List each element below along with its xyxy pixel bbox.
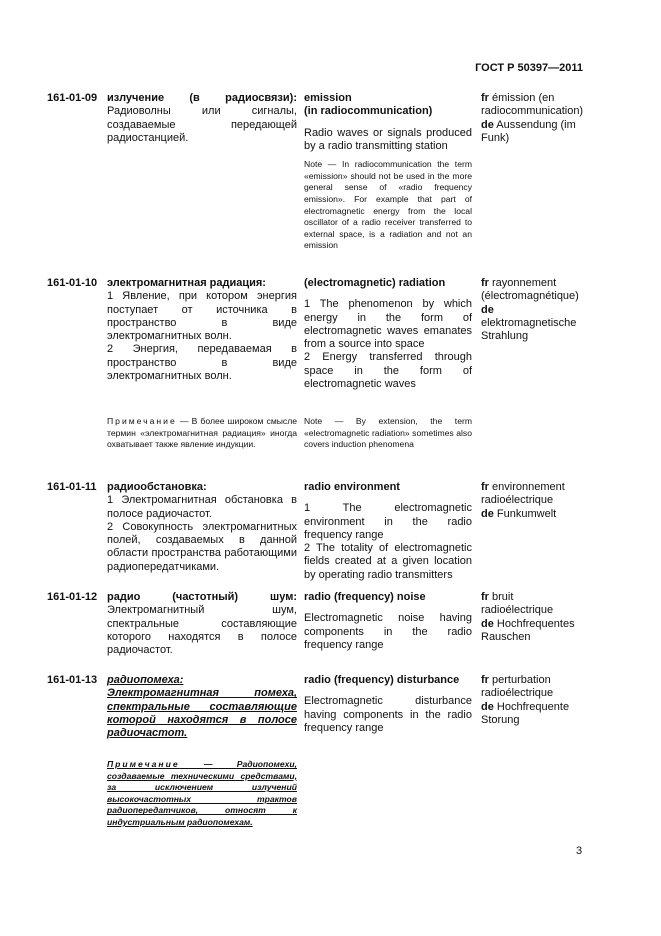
ru-definition: Электромагнитный шум, спектральные составляющие которого находятся в полосе радиочастот.	[107, 604, 297, 657]
ru-definition-2: 2 Совокупность электромагнитных полей, создаваемых в данной области пространства работающими радиопередатчиками.	[107, 520, 297, 573]
fr-equivalent	[481, 674, 586, 701]
de-term: Hochfrequente Storung	[481, 700, 570, 726]
lang-code-fr: fr	[481, 277, 489, 289]
ru-definition: Радиоволны или сигналы, создаваемые передающей радиостанцией.	[107, 105, 297, 144]
en-definition-2: 2 Energy transferred through space in the form of electromagnetic waves	[304, 351, 472, 391]
en-column	[304, 674, 472, 735]
ru-column	[107, 92, 297, 145]
ru-term: радио (частотный) шум:	[107, 591, 297, 603]
en-column	[304, 591, 472, 652]
en-column	[304, 481, 472, 582]
de-equivalent	[481, 701, 586, 728]
de-term: Funkumwelt	[496, 507, 557, 520]
ru-term: электромагнитная радиация:	[107, 277, 266, 289]
en-definition-1: 1 The phenomenon by which energy in the form of electromagnetic waves emanates from a source into space	[304, 298, 472, 351]
entry-number: 161-01-12	[47, 591, 98, 603]
ru-note-text: — Радиопомехи, создаваемые техническими средствами, за исключением излучений высокочастотных трактов радиопередатчиков, относят к индустриальным радиопомехам.	[107, 759, 298, 827]
de-equivalent	[481, 304, 586, 344]
fr-de-column	[481, 674, 586, 727]
ru-note-label: Примечание	[107, 416, 177, 426]
en-term: emission	[304, 92, 352, 104]
fr-term: émission (en radiocommunication)	[481, 92, 584, 118]
page-number: 3	[576, 845, 583, 857]
ru-column	[107, 277, 297, 383]
ru-column	[107, 591, 297, 657]
ru-definition-1: 1 Явление, при котором энергия поступает от источника в пространство в виде электромагнитных волн.	[107, 290, 297, 343]
lang-code-fr: fr	[481, 674, 489, 686]
en-definition-1: 1 The electromagnetic environment in the radio frequency range	[304, 502, 472, 541]
fr-de-column	[481, 277, 586, 343]
de-term: Aussendung (im Funk)	[481, 118, 576, 144]
en-term-qualifier: (in radiocommunication)	[304, 105, 433, 118]
fr-equivalent	[481, 481, 586, 508]
en-term: radio (frequency) disturbance	[304, 674, 460, 686]
en-term: (electromagnetic) radiation	[304, 277, 446, 289]
de-equivalent	[481, 508, 586, 521]
en-column	[304, 277, 472, 391]
en-definition: Radio waves or signals produced by a radio transmitting station	[304, 126, 472, 152]
ru-note	[107, 416, 297, 451]
ru-note-text: — В более широком смысле термин «электромагнитная радиация» иногда охватывает также явление индукции.	[107, 416, 298, 450]
fr-term: rayonnement (électromagnétique)	[481, 277, 579, 303]
en-term: radio (frequency) noise	[304, 591, 426, 603]
de-term: elektromagnetische Strahlung	[481, 316, 577, 343]
fr-de-column	[481, 591, 586, 644]
ru-column	[107, 674, 297, 740]
fr-de-column	[481, 92, 586, 145]
fr-equivalent	[481, 277, 586, 304]
fr-equivalent	[481, 92, 586, 119]
lang-code-de: de	[481, 617, 494, 630]
lang-code-de: de	[481, 507, 494, 520]
en-definition-2: 2 The totality of electromagnetic fields created at a given location by operating radio transmitters	[304, 542, 472, 581]
lang-code-fr: fr	[481, 92, 489, 104]
fr-term: bruit radioélectrique	[481, 591, 554, 617]
de-equivalent	[481, 618, 586, 645]
ru-definition: Электромагнитная помеха, спектральные составляющие которой находятся в полосе радиочастот.	[107, 687, 297, 740]
lang-code-de: de	[481, 118, 494, 131]
en-definition: Electromagnetic noise having components in the radio frequency range	[304, 612, 472, 651]
document-header: ГОСТ Р 50397—2011	[475, 62, 583, 74]
lang-code-de: de	[481, 303, 494, 316]
ru-column	[107, 481, 297, 574]
ru-note-label: Примечание	[107, 759, 180, 769]
en-column	[304, 92, 472, 252]
ru-note	[107, 759, 297, 829]
lang-code-fr: fr	[481, 591, 489, 603]
de-equivalent	[481, 119, 586, 146]
lang-code-fr: fr	[481, 481, 489, 493]
ru-term: излучение (в радиосвязи):	[107, 92, 297, 104]
entry-number: 161-01-09	[47, 92, 98, 104]
ru-term: радиообстановка:	[107, 481, 207, 493]
fr-term: environnement radioélectrique	[481, 481, 565, 507]
entry-number: 161-01-11	[47, 481, 97, 493]
en-definition: Electromagnetic disturbance having components in the radio frequency range	[304, 695, 472, 734]
en-note: Note — In radiocommunication the term «emission» should not be used in the more general sense of «radio frequency emission». For example that part of electromagnetic energy from the local oscillator of a radio receiver transferred to external space, is a radiation and not an emission	[304, 159, 472, 251]
ru-term: радиопомеха:	[107, 674, 184, 686]
entry-number: 161-01-13	[47, 674, 98, 686]
fr-equivalent	[481, 591, 586, 618]
ru-definition-1: 1 Электромагнитная обстановка в полосе радиочастот.	[107, 494, 297, 520]
fr-term: perturbation radioélectrique	[481, 674, 554, 700]
en-note: Note — By extension, the term «electromagnetic radiation» sometimes also covers induction phenomena	[304, 416, 472, 450]
fr-de-column	[481, 481, 586, 521]
de-term: Hochfrequentes Rauschen	[481, 617, 575, 643]
en-note-container	[304, 416, 472, 451]
ru-definition-2: 2 Энергия, передаваемая в пространство в виде электромагнитных волн.	[107, 343, 297, 383]
en-term: radio environment	[304, 481, 400, 493]
lang-code-de: de	[481, 700, 494, 713]
entry-number: 161-01-10	[47, 277, 98, 289]
